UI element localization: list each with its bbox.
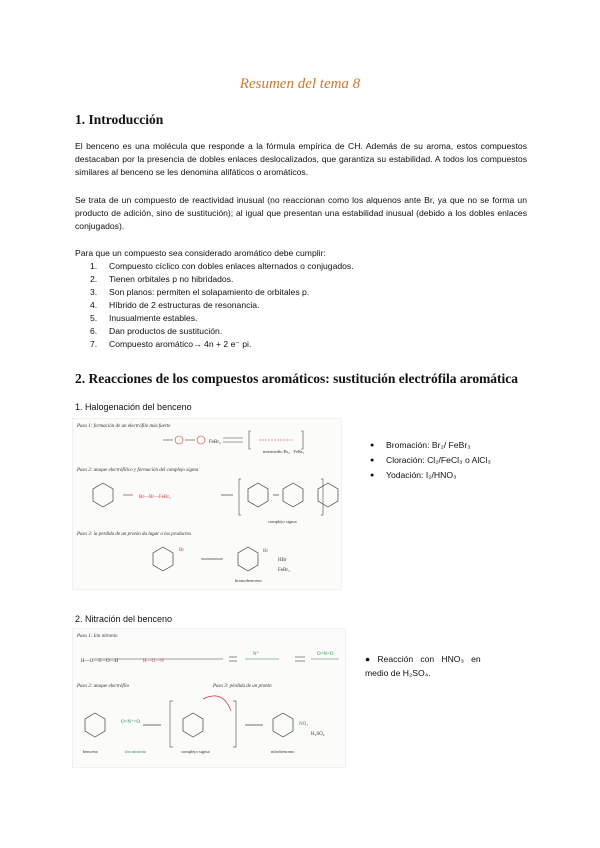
intro-paragraph-2: Se trata de un compuesto de reactividad inusual (no reaccionan como los alquenos ante Br, ya que no se forma un producto de adición, sino de sustitución); al igual que presentan una estabilidad inusual (debido a los dobles enlaces conjugados). <box>75 195 527 231</box>
subheading-halogenacion: 1. Halogenación del benceno <box>75 402 192 412</box>
paso2-label: Paso 2: ataque electrófilo <box>77 684 130 689</box>
paso2-label: Paso 2: ataque electrófilico y formación del complejo sigma <box>77 468 199 473</box>
halogenation-bullets <box>370 438 491 483</box>
complejo-sigma-label: complejo sigma <box>268 519 297 524</box>
svg-text:H—O—N: H—O—N <box>143 659 164 664</box>
h2so4-label: H₂SO₄ <box>311 732 325 737</box>
section-heading-reacciones: 2. Reacciones de los compuestos aromáticos: sustitución electrófila aromática <box>75 371 519 386</box>
nitration-mechanism-figure <box>72 628 346 768</box>
intermedio-label: intermedio Br₂ · FeBr₃ <box>263 449 305 454</box>
nitrobenceno-label: nitrobenceno <box>271 749 295 754</box>
halogenation-mechanism-figure <box>72 418 342 590</box>
svg-text:Br: Br <box>263 549 268 554</box>
list-item: 4. Híbrido de 2 estructuras de resonancia. <box>90 300 260 310</box>
list-item: 7. Compuesto aromático→ 4n + 2 e⁻ pi. <box>90 339 252 349</box>
svg-text:Br—Br—FeBr₃: Br—Br—FeBr₃ <box>139 495 171 500</box>
bullet-icon: ● <box>370 457 375 464</box>
svg-text:O=N=O: O=N=O <box>317 652 334 657</box>
section-heading-introduccion: 1. Introducción <box>75 112 164 127</box>
svg-text:FeBr₃: FeBr₃ <box>209 440 221 445</box>
svg-text:Br: Br <box>179 548 184 553</box>
bullet-icon: ● <box>370 442 375 449</box>
criteria-intro: Para que un compuesto sea considerado aromático debe cumplir: <box>75 248 326 258</box>
list-item: 1. Compuesto cíclico con dobles enlaces alternados o conjugados. <box>90 261 354 271</box>
list-item: 5. Inusualmente estables. <box>90 313 198 323</box>
febr3-label: FeBr₃ <box>278 568 290 573</box>
list-item: ● Yodación: I₂/HNO₃ <box>370 468 491 483</box>
bromobenceno-label: bromobenceno <box>235 578 262 583</box>
paso3-label: Paso 3: pérdida de un protón <box>213 684 272 689</box>
benceno-label: benceno <box>83 749 98 754</box>
ion-nitronio-label: ión nitronio <box>125 749 147 754</box>
list-item: 2. Tienen orbitales p no hibridados. <box>90 274 234 284</box>
hbr-label: HBr <box>278 558 287 563</box>
intro-paragraph-1: El benceno es una molécula que responde a la fórmula empírica de CH. Además de su aroma, estos compuestos destacaban por la presencia de dobles enlaces deslocalizados, que garantiza su estabilidad. A todos los compuestos similares al benceno se les denomina alifáticos o aromáticos. <box>75 141 527 177</box>
paso1-label: Paso 1: Ión nitronio <box>77 634 118 639</box>
svg-text:O=N⁺=O: O=N⁺=O <box>121 720 141 725</box>
svg-text:N⁺: N⁺ <box>253 652 260 657</box>
subheading-nitracion: 2. Nitración del benceno <box>75 614 173 624</box>
list-item: ● Bromación: Br₂/ FeBr₃ <box>370 438 491 453</box>
aromatic-criteria-list <box>90 260 354 351</box>
list-item: 6. Dan productos de sustitución. <box>90 326 223 336</box>
paso1-label: Paso 1: formación de un electrófilo más fuerte <box>77 424 171 429</box>
nitration-bullet: ● Reacción con HNO₃ en medio de H₂SO₄. <box>365 654 481 678</box>
list-item: 3. Son planos: permiten el solapamiento de orbitales p. <box>90 287 310 297</box>
paso3-label: Paso 3: la perdida de un protón da lugar a los productos <box>77 532 192 537</box>
page-title: Resumen del tema 8 <box>239 76 361 92</box>
bullet-icon: ● <box>370 472 375 479</box>
list-item: ● Cloración: Cl₂/FeCl₃ o AlCl₃ <box>370 453 491 468</box>
svg-text:H—O—S—O—H: H—O—S—O—H <box>81 659 119 664</box>
svg-text:NO₂: NO₂ <box>299 722 308 727</box>
complejo-sigma-label: complejo sigma <box>181 749 210 754</box>
